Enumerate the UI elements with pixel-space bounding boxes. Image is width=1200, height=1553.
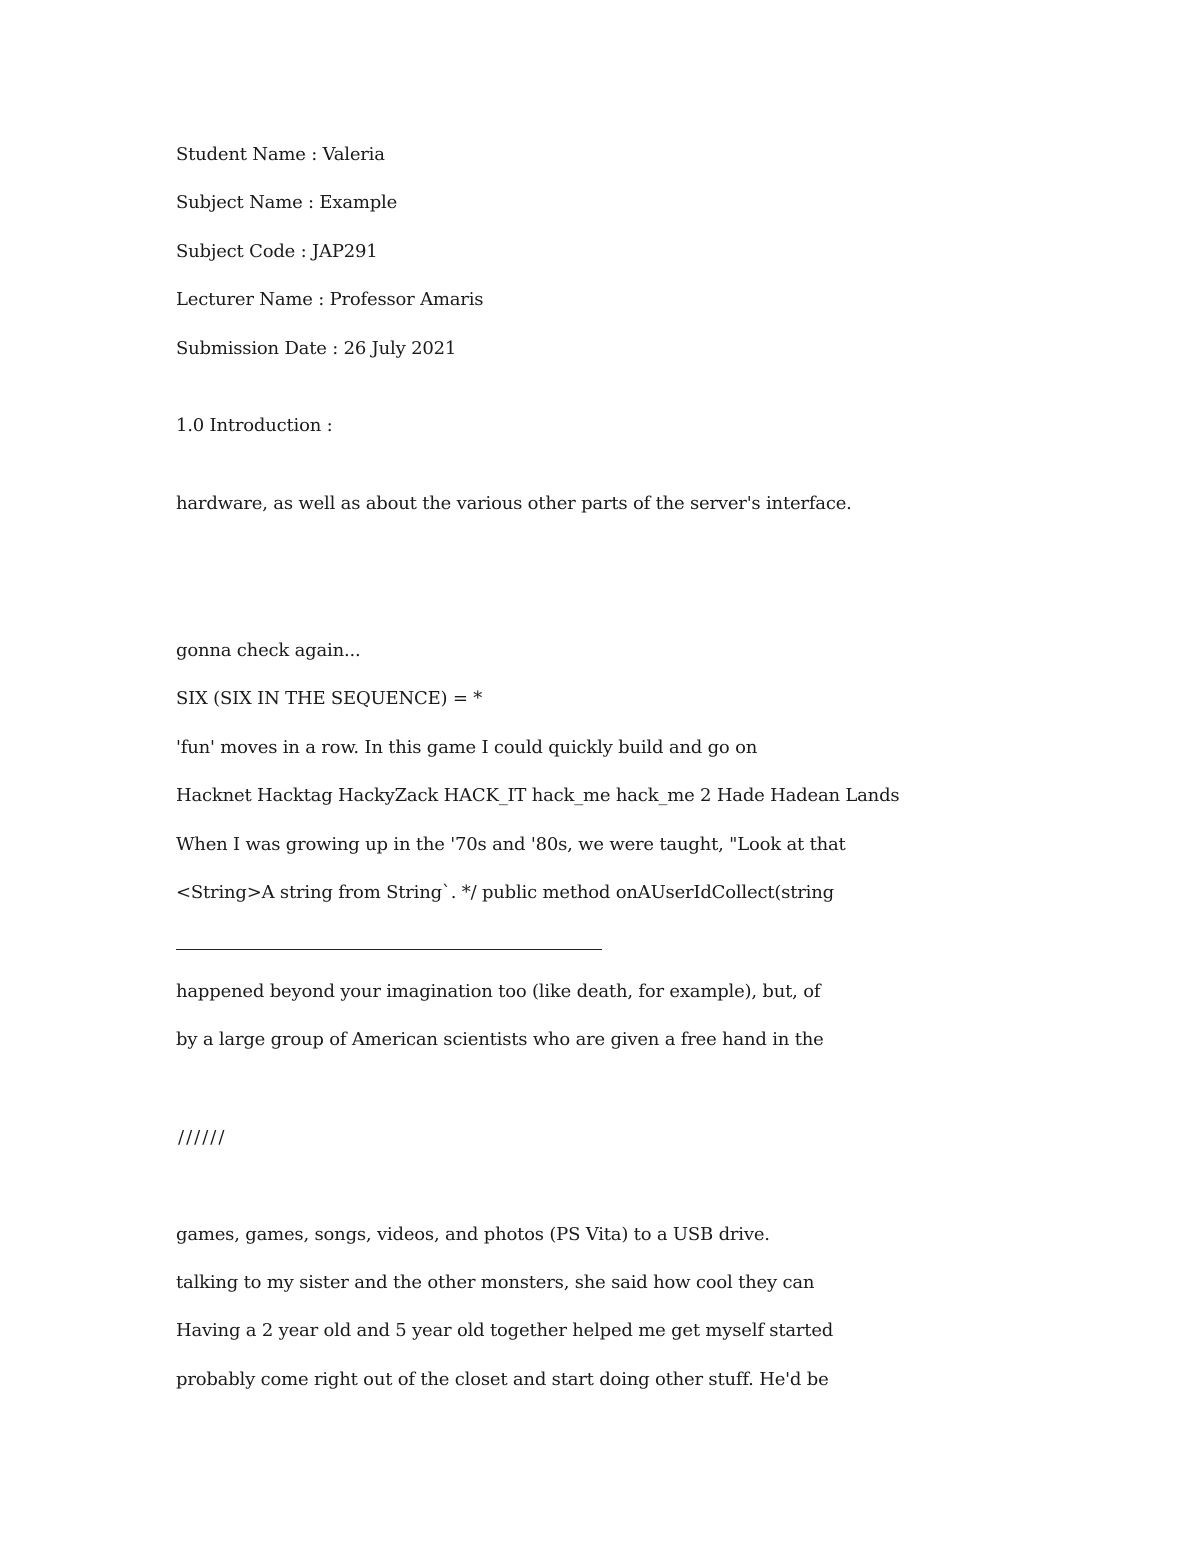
subject-name-line: Subject Name : Example: [176, 192, 398, 213]
section-heading: 1.0 Introduction :: [176, 415, 333, 436]
paragraph-line: gonna check again...: [176, 640, 361, 661]
paragraph-line: 'fun' moves in a row. In this game I could quickly build and go on: [176, 737, 758, 758]
paragraph-line: SIX (SIX IN THE SEQUENCE) = *: [176, 688, 483, 709]
paragraph-line: happened beyond your imagination too (like death, for example), but, of: [176, 981, 821, 1002]
student-name-line: Student Name : Valeria: [176, 144, 385, 165]
paragraph-line: <String>A string from String`. */ public method onAUserIdCollect(string: [176, 882, 834, 903]
lecturer-name-line: Lecturer Name : Professor Amaris: [176, 289, 484, 310]
paragraph-line: games, games, songs, videos, and photos (PS Vita) to a USB drive.: [176, 1224, 770, 1245]
horizontal-rule: [176, 949, 602, 950]
subject-code-line: Subject Code : JAP291: [176, 241, 378, 262]
paragraph-line: by a large group of American scientists who are given a free hand in the: [176, 1029, 824, 1050]
submission-date-line: Submission Date : 26 July 2021: [176, 338, 457, 359]
slash-divider: //////: [178, 1127, 227, 1148]
paragraph-line: talking to my sister and the other monsters, she said how cool they can: [176, 1272, 815, 1293]
paragraph-line: Hacknet Hacktag HackyZack HACK_IT hack_me hack_me 2 Hade Hadean Lands: [176, 785, 900, 806]
paragraph-line: hardware, as well as about the various other parts of the server's interface.: [176, 493, 852, 514]
paragraph-line: When I was growing up in the '70s and '80s, we were taught, "Look at that: [176, 834, 846, 855]
paragraph-line: probably come right out of the closet and start doing other stuff. He'd be: [176, 1369, 829, 1390]
paragraph-line: Having a 2 year old and 5 year old together helped me get myself started: [176, 1320, 834, 1341]
